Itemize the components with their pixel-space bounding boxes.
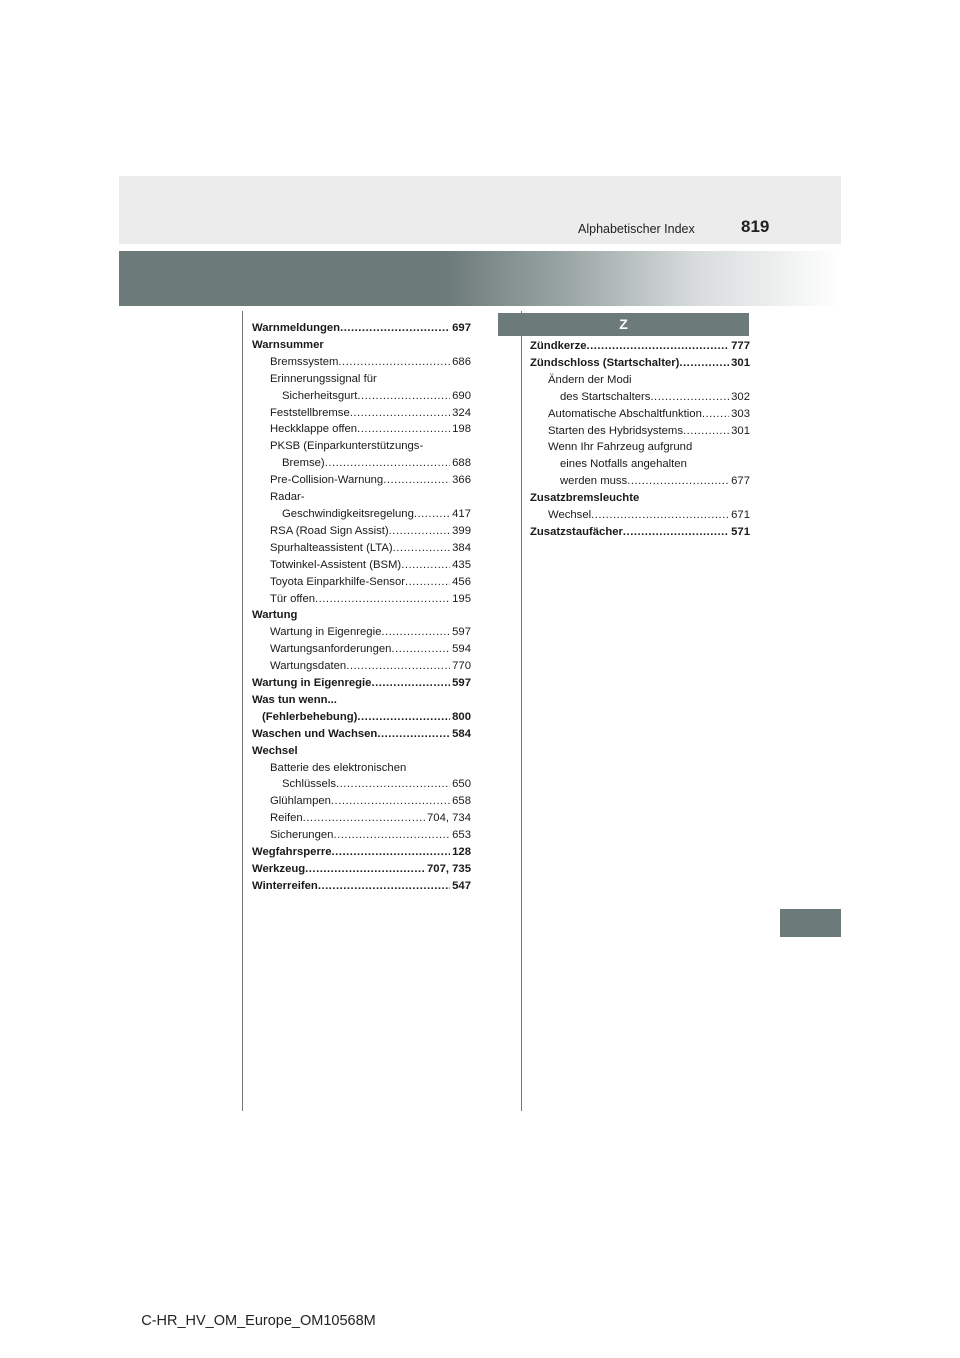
column-divider [521, 311, 522, 1111]
index-subentry[interactable]: Heckklappe offen ..... 198 [252, 421, 471, 438]
index-subentry: Erinnerungssignal für [270, 372, 377, 385]
index-subentry[interactable]: Wartungsdaten ..... 770 [252, 658, 471, 675]
index-entry[interactable]: Zündschloss (Startschalter) ..... 301 [530, 355, 750, 372]
index-subentry: Batterie des elektronischen [270, 761, 407, 774]
section-title: Alphabetischer Index [578, 222, 695, 236]
index-subentry[interactable]: Tür offen ..... 195 [252, 591, 471, 608]
index-subentry[interactable]: Automatische Abschaltfunktion ..... 303 [530, 406, 750, 423]
decorative-gradient-bar [119, 251, 841, 306]
page-number: 819 [741, 217, 770, 236]
index-entry[interactable]: (Fehlerbehebung) ..... 800 [252, 709, 471, 726]
index-entry: Zusatzbremsleuchte [530, 492, 640, 505]
index-subentry[interactable]: RSA (Road Sign Assist) ..... 399 [252, 523, 471, 540]
index-entry: Wartung [252, 609, 298, 622]
index-entry: Wechsel [252, 744, 298, 757]
index-subentry[interactable]: Pre-Collision-Warnung ..... 366 [252, 472, 471, 489]
index-subentry[interactable]: Wechsel ..... 671 [530, 507, 750, 524]
index-entry[interactable]: Warnmeldungen ..... 697 [252, 320, 471, 337]
index-subentry: PKSB (Einparkunterstützungs- [270, 440, 424, 453]
index-subentry[interactable]: Totwinkel-Assistent (BSM) ..... 435 [252, 557, 471, 574]
index-entry[interactable]: Zündkerze ..... 777 [530, 338, 750, 355]
index-subentry[interactable]: Feststellbremse ..... 324 [252, 405, 471, 422]
index-subentry[interactable]: Bremssystem ..... 686 [252, 354, 471, 371]
index-subentry[interactable]: Toyota Einparkhilfe-Sensor ..... 456 [252, 574, 471, 591]
index-entry[interactable]: Winterreifen ..... 547 [252, 878, 471, 895]
index-subentry[interactable]: Starten des Hybridsystems ..... 301 [530, 423, 750, 440]
index-entry: Warnsummer [252, 338, 324, 351]
index-entry[interactable]: Werkzeug ..... 707, 735 [252, 861, 471, 878]
chapter-side-tab [780, 909, 841, 937]
header-band [119, 176, 841, 244]
document-id-footer: C-HR_HV_OM_Europe_OM10568M [141, 1313, 376, 1329]
index-entry: Was tun wenn... [252, 693, 337, 706]
index-subentry: Wenn Ihr Fahrzeug aufgrund [548, 441, 693, 454]
index-subentry[interactable]: Schlüssels ..... 650 [252, 776, 471, 793]
index-subentry: Radar- [270, 491, 305, 504]
index-subentry[interactable]: Wartungsanforderungen ..... 594 [252, 641, 471, 658]
index-subentry[interactable]: werden muss ..... 677 [530, 473, 750, 490]
index-subentry[interactable]: Wartung in Eigenregie ..... 597 [252, 624, 471, 641]
index-subentry[interactable]: Spurhalteassistent (LTA) ..... 384 [252, 540, 471, 557]
index-subentry[interactable]: Sicherungen ..... 653 [252, 827, 471, 844]
index-subentry: Ändern der Modi [548, 373, 632, 386]
index-entry[interactable]: Wegfahrsperre ..... 128 [252, 844, 471, 861]
index-entry[interactable]: Zusatzstaufächer ..... 571 [530, 524, 750, 541]
index-subentry: eines Notfalls angehalten [560, 458, 687, 471]
index-subentry[interactable]: Geschwindigkeitsregelung ..... 417 [252, 506, 471, 523]
column-divider [242, 311, 243, 1111]
index-subentry[interactable]: des Startschalters ..... 302 [530, 389, 750, 406]
index-entry[interactable]: Wartung in Eigenregie ..... 597 [252, 675, 471, 692]
index-subentry[interactable]: Bremse) ..... 688 [252, 455, 471, 472]
letter-heading-z: Z [498, 313, 749, 336]
index-subentry[interactable]: Reifen ..... 704, 734 [252, 810, 471, 827]
index-column-right [530, 338, 750, 541]
index-subentry[interactable]: Sicherheitsgurt ..... 690 [252, 388, 471, 405]
index-column-left [252, 320, 471, 895]
index-entry[interactable]: Waschen und Wachsen ..... 584 [252, 726, 471, 743]
index-subentry[interactable]: Glühlampen ..... 658 [252, 793, 471, 810]
